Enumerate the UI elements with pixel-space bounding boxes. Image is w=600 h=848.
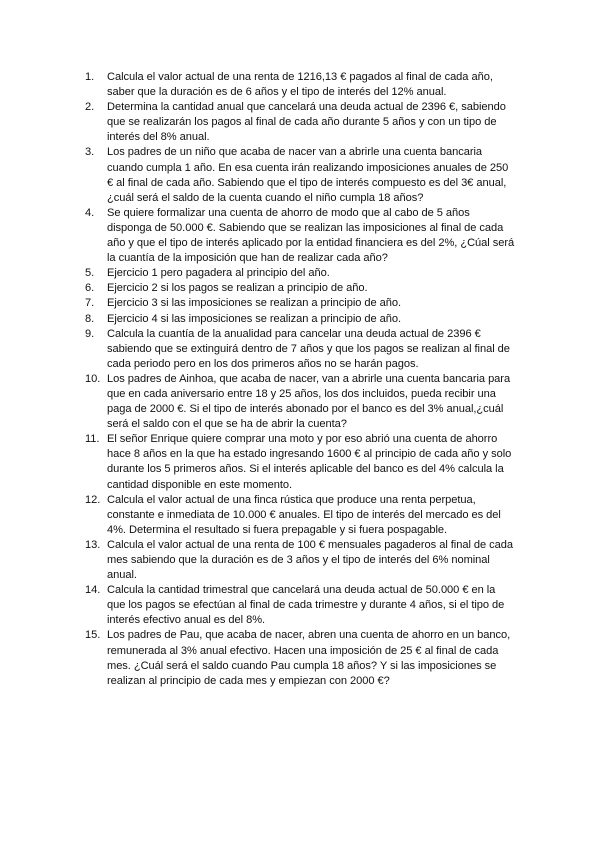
exercise-text: Los padres de Pau, que acaba de nacer, abren una cuenta de ahorro en un banco, remunerada al 3% anual efectivo. Hacen una imposición de 25 € al final de cada mes. ¿Cuál será el saldo cuando Pau cumpla 18 años? Y si las imposiciones se realizan al principio de cada mes y empiezan con 2000 €? (107, 629, 511, 687)
exercise-number: 5. (85, 267, 95, 280)
exercise-number: 9. (85, 327, 95, 340)
exercise-number: 14. (85, 584, 101, 597)
exercise-number: 2. (85, 101, 95, 114)
exercise-item-14 (85, 583, 515, 628)
exercise-item-12 (85, 493, 515, 538)
exercise-text: Calcula el valor actual de una renta de 100 € mensuales pagaderos al final de cada mes sabiendo que la duración es de 3 años y el tipo de interés del 6% nominal anual. (107, 538, 514, 582)
exercise-number: 1. (85, 71, 95, 83)
exercise-text: Calcula la cantidad trimestral que cancelará una deuda actual de 50.000 € en la que los pagos se efectúan al final de cada trimestre y durante 4 años, si el tipo de interés efectivo anual es del 8%. (107, 584, 505, 627)
exercise-text: Calcula el valor actual de una finca rústica que produce una renta perpetua, constante e inmediata de 10.000 € anuales. El tipo de interés del mercado es del 4%. Determina el resultado si fuera prepagable y si fuera pospagable. (107, 493, 501, 536)
exercise-text: Ejercicio 4 si las imposiciones se realizan a principio de año. (107, 312, 402, 325)
exercise-item-4 (85, 206, 515, 266)
exercise-item-10 (85, 372, 515, 432)
exercise-text: Ejercicio 3 si las imposiciones se realizan a principio de año. (107, 297, 402, 310)
exercise-text: El señor Enrique quiere comprar una moto y por eso abrió una cuenta de ahorro hace 8 años en la que ha estado ingresando 1600 € al principio de cada año y solo durante los 5 primeros años. Si el interés aplicable del banco es del 4% calcula la cantidad disponible en este momento. (107, 433, 512, 491)
exercise-text: Los padres de un niño que acaba de nacer van a abrirle una cuenta bancaria cuando cumpla 1 año. En esa cuenta irán realizando imposiciones anuales de 250 € al final de cada año. Sabiendo que el tipo de interés compuesto es del 3€ anual, ¿cuál será el saldo de la cuenta cuando el niño cumpla 18 años? (107, 146, 509, 204)
exercise-item-9 (85, 327, 515, 372)
exercise-number: 8. (85, 312, 95, 325)
exercise-number: 13. (85, 538, 101, 551)
exercise-text: Determina la cantidad anual que cancelará una deuda actual de 2396 €, sabiendo que se realizarán los pagos al final de cada año durante 5 años y con un tipo de interés del 8% anual. (107, 101, 506, 144)
exercise-item-15 (85, 628, 515, 688)
exercise-number: 4. (85, 206, 95, 219)
exercise-list (85, 70, 515, 689)
exercise-number: 11. (85, 433, 100, 446)
exercise-item-8 (85, 312, 515, 327)
exercise-text: Calcula la cuantía de la anualidad para cancelar una deuda actual de 2396 € sabiendo que se extinguirá dentro de 7 años y que los pagos se realizan al final de cada periodo pero en los dos primeros años no se harán pagos. (107, 327, 510, 370)
exercise-number: 15. (85, 629, 101, 642)
exercise-text: Calcula el valor actual de una renta de 1216,13 € pagados al final de cada año, saber que la duración es de 6 años y el tipo de interés del 12% anual. (107, 71, 493, 99)
exercise-number: 10. (85, 372, 101, 385)
exercise-item-13 (85, 538, 515, 583)
exercise-number: 6. (85, 282, 95, 295)
exercise-text: Ejercicio 2 si los pagos se realizan a principio de año. (107, 282, 368, 295)
exercise-item-2 (85, 100, 515, 145)
exercise-text: Se quiere formalizar una cuenta de ahorro de modo que al cabo de 5 años disponga de 50.000 €. Sabiendo que se realizan las imposiciones al final de cada año y que el tipo de interés aplicado por la entidad financiera es del 2%, ¿Cúal será la cuantía de la imposición que han de realizar cada año? (107, 206, 515, 265)
exercise-item-6 (85, 281, 515, 296)
exercise-item-11 (85, 432, 515, 492)
exercise-item-3 (85, 145, 515, 205)
exercise-text: Los padres de Ainhoa, que acaba de nacer, van a abrirle una cuenta bancaria para que en cada aniversario entre 18 y 25 años, los dos incluidos, pueda recibir una paga de 2000 €. Si el tipo de interés abonado por el banco es del 3% anual,¿cuál será el saldo con el que se ha de abrir la cuenta? (107, 372, 511, 431)
exercise-number: 3. (85, 146, 95, 159)
exercise-number: 7. (85, 297, 95, 310)
exercise-text: Ejercicio 1 pero pagadera al principio del año. (107, 267, 330, 280)
exercise-item-5 (85, 266, 515, 281)
exercise-number: 12. (85, 493, 101, 506)
exercise-item-7 (85, 296, 515, 311)
exercise-item-1 (85, 70, 515, 100)
